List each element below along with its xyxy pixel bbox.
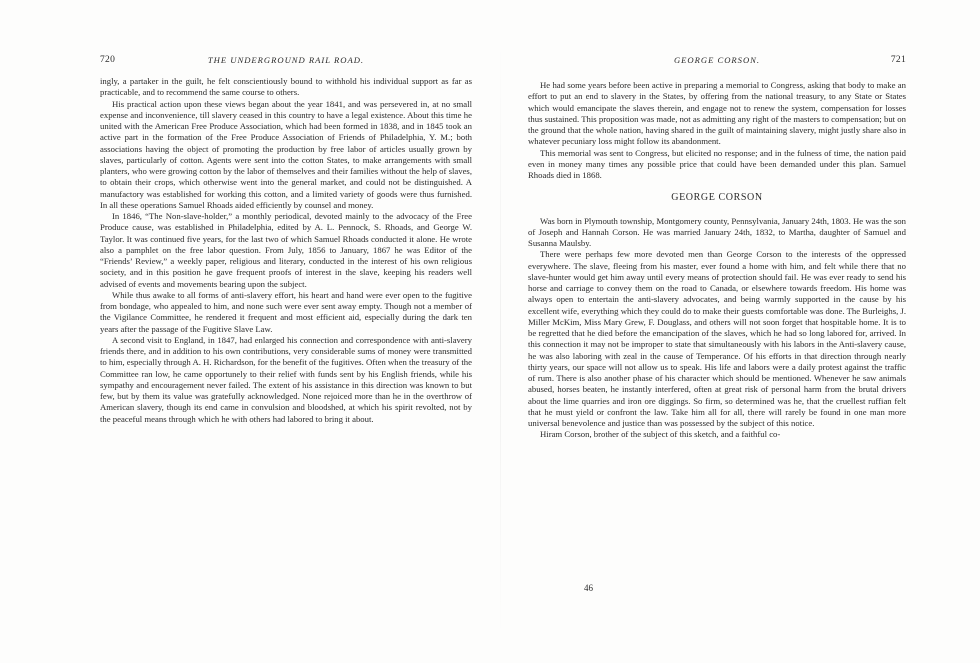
paragraph: There were perhaps few more devoted men than George Corson to the interests of the oppressed everywhere. The slave, fleeing from his master, ever found a home with him, and felt while there that no slave-hunter would get him away until every means of protection should fail. He was ever ready to send his horse and carriage to convey them on the road to Canada, or elsewhere towards freedom. His home was always open to entertain the anti-slavery advocates, and being warmly supported in the cause by his excellent wife, everything which they could do to make their guests comfortable was done. The Burleighs, J. Miller McKim, Miss Mary Grew, F. Douglass, and others will not soon forget that hospitable home. It is to be regretted that he died before the emancipation of the slaves, which he had so long labored for, arrived. In this connection it may not be improper to state that simultaneously with his labors in the Anti-slavery cause, he was also laboring with zeal in the cause of Temperance. Of his efforts in that direction through nearly thirty years, our space will not allow us to speak. His life and labors were a daily protest against the traffic of rum. There is also another phase of his character which should be mentioned. Whenever he saw animals abused, horses beaten, he instantly interfered, often at great risk of personal harm from the brutal drivers about the lime quarries and iron ore diggings. So firm, so determined was he, that the cruellest ruffian felt that he must yield or confront the law. Take him all for all, there will rarely be found in one man more universal benevolence and justice than was possessed by the subject of this notice. xyxy=(528,249,906,428)
left-page-number: 720 xyxy=(100,55,116,65)
paragraph: He had some years before been active in preparing a memorial to Congress, asking that body to make an effort to put an end to slavery in the States, by offering from the national treasury, to any State or States which would emancipate the slaves therein, and engage not to renew the system, compensation for losses thus sustained. This proposition was made, not as admitting any right of the masters to compensation; but on the ground that the whole nation, having shared in the guilt of maintaining slavery, might justly share also in whatever pecuniary loss might follow its abandonment. xyxy=(528,80,906,147)
left-page-header xyxy=(100,55,472,69)
signature-mark: 46 xyxy=(584,583,593,593)
left-page-body xyxy=(100,76,472,425)
paragraph: A second visit to England, in 1847, had enlarged his connection and correspondence with anti-slavery friends there, and in addition to his own contributions, very considerable sums of money were transmitted to him, especially through A. H. Richardson, for the benefit of the fugitives. Often when the treasury of the Committee ran low, he came opportunely to their relief with funds sent by his English friends, while his sympathy and encouragement never failed. The extent of his assistance in this direction was known to but few, but by them its value was gratefully acknowledged. None rejoiced more than he in the overthrow of American slavery, though its end came in convulsion and bloodshed, at which his spirit revolted, not by the peaceful means through which he with others had labored to bring it about. xyxy=(100,334,472,424)
right-page-header xyxy=(528,55,906,69)
paragraph: His practical action upon these views began about the year 1841, and was persevered in, at no small expense and inconvenience, till slavery ceased in this country to have a legal existence. About this time he united with the American Free Produce Association, which had been formed in 1838, and in 1845 took an active part in the formation of the Free Produce Association of Friends of Philadelphia, Y. M.; both associations having the object of promoting the production by free labor of articles usually grown by slaves, particularly of cotton. Agents were sent into the cotton States, to make arrangements with small planters, who were growing cotton by the labor of themselves and their families without the help of slaves, to obtain their crops, which otherwise went into the general market, and could not be distinguished. A manufactory was established for working this cotton, and a limited variety of goods were thus furnished. In all these operations Samuel Rhoads aided efficiently by counsel and money. xyxy=(100,98,472,210)
right-running-title: GEORGE CORSON. xyxy=(673,55,761,65)
section-heading: GEORGE CORSON xyxy=(671,192,763,204)
right-page-body xyxy=(528,80,906,441)
left-page xyxy=(100,0,472,663)
paragraph: ingly, a partaker in the guilt, he felt conscientiously bound to withhold his individual support as far as practicable, and to recommend the same course to others. xyxy=(100,76,472,98)
left-running-title: THE UNDERGROUND RAIL ROAD. xyxy=(207,55,365,65)
paragraph: This memorial was sent to Congress, but elicited no response; and in the fulness of time, the nation paid even in money many times any possible price that could have been demanded under this plan. Samuel Rhoads died in 1868. xyxy=(528,147,906,180)
right-page xyxy=(528,0,906,663)
paragraph: Hiram Corson, brother of the subject of this sketch, and a faithful co- xyxy=(540,429,781,440)
paragraph: In 1846, “The Non-slave-holder,” a monthly periodical, devoted mainly to the advocacy of the Free Produce cause, was established in Philadelphia, edited by A. L. Pennock, S. Rhoads, and George W. Taylor. It was continued five years, for the last two of which Samuel Rhoads conducted it alone. He wrote also a pamphlet on the free labor question. From July, 1856 to January, 1867 he was Editor of the “Friends’ Review,” a weekly paper, religious and literary, conducted in the interest of his own religious society, and in this position he gave frequent proofs of interest in the slave, keeping his readers well advised of events and movements bearing upon the subject. xyxy=(100,211,472,289)
right-page-number: 721 xyxy=(890,55,906,65)
book-gutter xyxy=(500,40,501,640)
paragraph: Was born in Plymouth township, Montgomery county, Pennsylvania, January 24th, 1803. He was the son of Joseph and Hannah Corson. He was married January 24th, 1832, to Martha, daughter of Samuel and Susanna Maulsby. xyxy=(528,215,906,248)
paragraph: While thus awake to all forms of anti-slavery effort, his heart and hand were ever open to the fugitive from bondage, who appealed to him, and none such were ever sent away empty. Though not a member of the Vigilance Committee, he rendered it frequent and most efficient aid, especially during the dark ten years after the passage of the Fugitive Slave Law. xyxy=(100,289,472,334)
